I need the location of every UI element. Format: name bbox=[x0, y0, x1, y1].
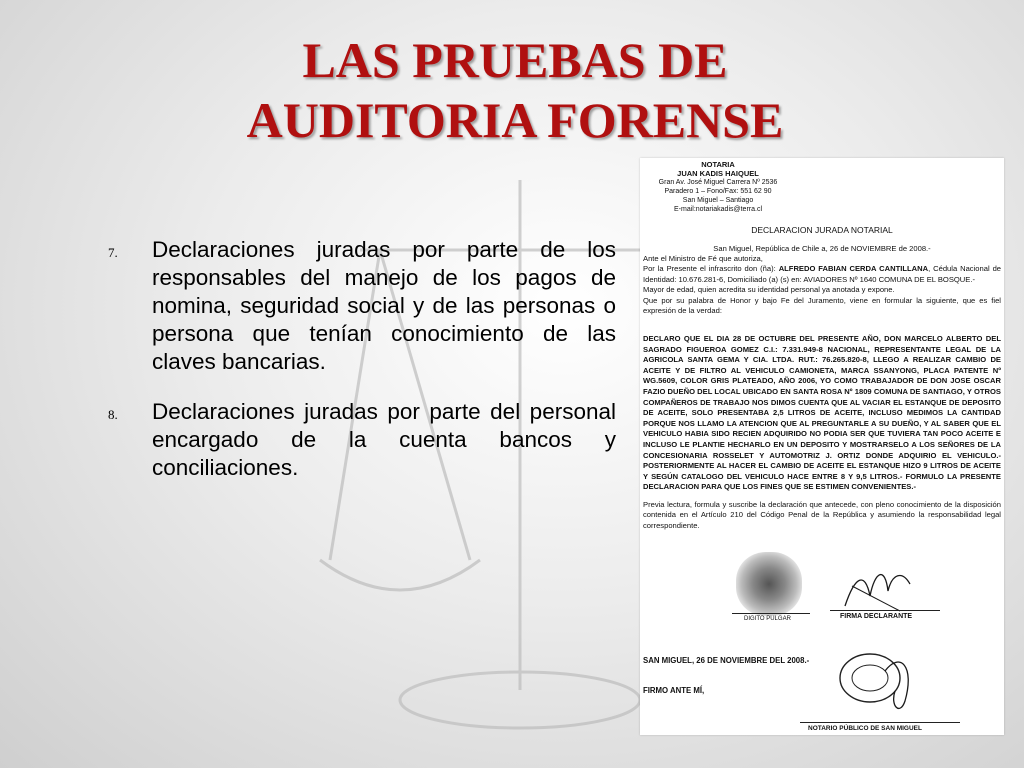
intro-line: Que por su palabra de Honor y bajo Fe del Juramento, viene en formular la siguiente, que es fiel expresión de la verdad: bbox=[643, 295, 1001, 316]
slide-title bbox=[100, 30, 930, 150]
intro-paragraph bbox=[643, 254, 1001, 316]
header-line: Gran Av. José Miguel Carrera Nº 2536 bbox=[658, 179, 778, 186]
intro-text: , Cédula Nacional de Identidad: 10.676.281-6, Domiciliado (a) (s) en: AVIADORES Nº 1640 COMUNA DE EL BOSQUE.- bbox=[643, 264, 1002, 284]
list-item bbox=[108, 236, 616, 376]
header-line: E-mail:notariakadis@terra.cl bbox=[673, 206, 763, 213]
intro-line: Ante el Ministro de Fé que autoriza, bbox=[643, 254, 763, 263]
signed-before: FIRMO ANTE MÍ, bbox=[643, 686, 705, 695]
notary-stamp bbox=[830, 646, 930, 726]
intro-line bbox=[643, 264, 1001, 285]
closing-paragraph: Previa lectura, formula y suscribe la declaración que antecede, con pleno conocimiento de la disposición contenida en el Artículo 210 del Código Penal de la República y asumiendo la responsabilidad legal correspondiente. bbox=[643, 500, 1001, 530]
title-line-1: LAS PRUEBAS DE bbox=[302, 32, 728, 88]
header-line: NOTARIA bbox=[701, 160, 735, 169]
place-date: SAN MIGUEL, 26 DE NOVIEMBRE DEL 2008.- bbox=[643, 656, 810, 665]
title-line-2: AUDITORIA FORENSE bbox=[246, 92, 784, 148]
notarial-declaration-image bbox=[640, 158, 1004, 735]
declarant-signature bbox=[840, 566, 920, 616]
notary-header bbox=[648, 160, 788, 214]
thumb-label: DIGITO PULGAR bbox=[744, 616, 791, 622]
date-line: San Miguel, República de Chile a, 26 de NOVIEMBRE de 2008.- bbox=[713, 244, 931, 253]
declarant-name: ALFREDO FABIAN CERDA CANTILLANA bbox=[778, 264, 929, 274]
intro-line: Mayor de edad, quien acredita su identidad personal ya anotada y expone. bbox=[643, 285, 895, 295]
list-number: 8. bbox=[108, 407, 118, 422]
list-item bbox=[108, 398, 616, 482]
header-line: JUAN KADIS HAIQUEL bbox=[677, 169, 759, 178]
declaration-title: DECLARACION JURADA NOTARIAL bbox=[751, 225, 893, 235]
list-number: 7. bbox=[108, 245, 118, 260]
list-item-text: Declaraciones juradas por parte de los responsables del manejo de los pagos de nomina, seguridad social y de las personas o persona que tenían conocimiento de las claves bancarias. bbox=[152, 237, 616, 374]
declaration-body: DECLARO QUE EL DIA 28 DE OCTUBRE DEL PRESENTE AÑO, DON MARCELO ALBERTO DEL SAGRADO FIGUEROA GOMEZ C.I.: 7.331.949-8 NACIONAL, REPRESENTANTE LEGAL DE LA AGRICOLA SANTA GEMA Y CIA. LTDA. RUT.: 76.265.820-8, LLEGO A REALIZAR CAMBIO DE ACEITE Y DE FILTRO AL VEHICULO CAMIONETA, MARCA SSANYONG, PLACA PATENTE Nº WG.5609, COLOR GRIS PLATEADO, AÑO 2006, YO COMO TRABAJADOR DE DON JOSE OSCAR FAZIO DUEÑO DEL LOCAL UBICADO EN SANTA ROSA Nº 1809 COMUNA DE SANTIAGO, Y OTROS COMPAÑEROS DE TRABAJO NOS DIMOS CUENTA QUE AL VACIAR EL ESTANQUE DE DEPOSITO DE ACEITE, SOLO PRESENTABA 2,5 LITROS DE ACEITE, INCLUSO MEDIMOS LA CANTIDAD PORQUE NOS LLAMO LA ATENCION QUE AL PREGUNTARLE A SU DUEÑO, Y AL SABER QUE EL VEHICULO HABIA SIDO RECIEN ADQUIRIDO NO PODIA SER QUE TUVIERA TAN POCO ACEITE E INCLUSO LE PLANTIE HECHARLO EN UN DEPOSITO Y MOSTRARSELO A LOS SEÑORES DE LA CONCESIONARIA ROSSELET Y AUTOMOTRIZ J. ORTIZ DONDE ADQUIRIO EL VEHICULO.- POSTERIORMENTE AL HACER EL CAMBIO DE ACEITE EL ESTANQUE HIZO 9 LITROS DE ACEITE Y SEGÚN CATALOGO DEL VEHICULO HACE ENTRE 8 Y 9,5 LITROS.- FORMULO LA PRESENTE DECLARACION PARA QUE LOS FINES QUE SE ESTIMEN CONVENIENTES.- bbox=[643, 334, 1001, 492]
list-item-text: Declaraciones juradas por parte del personal encargado de la cuenta bancos y conciliaciones. bbox=[152, 399, 616, 480]
header-line: Paradero 1 – Fono/Fax: 551 62 90 bbox=[664, 188, 772, 195]
thumb-line bbox=[732, 613, 810, 614]
header-line: San Miguel – Santiago bbox=[682, 197, 754, 204]
numbered-list bbox=[108, 236, 616, 504]
notary-label: NOTARIO PÚBLICO DE SAN MIGUEL bbox=[808, 725, 922, 732]
signer-label: FIRMA DECLARANTE bbox=[840, 613, 913, 620]
signature-line bbox=[830, 610, 940, 611]
thumbprint bbox=[736, 552, 802, 616]
intro-text: Por la Presente el infrascrito don (ña): bbox=[643, 264, 779, 274]
notary-line bbox=[800, 722, 960, 723]
